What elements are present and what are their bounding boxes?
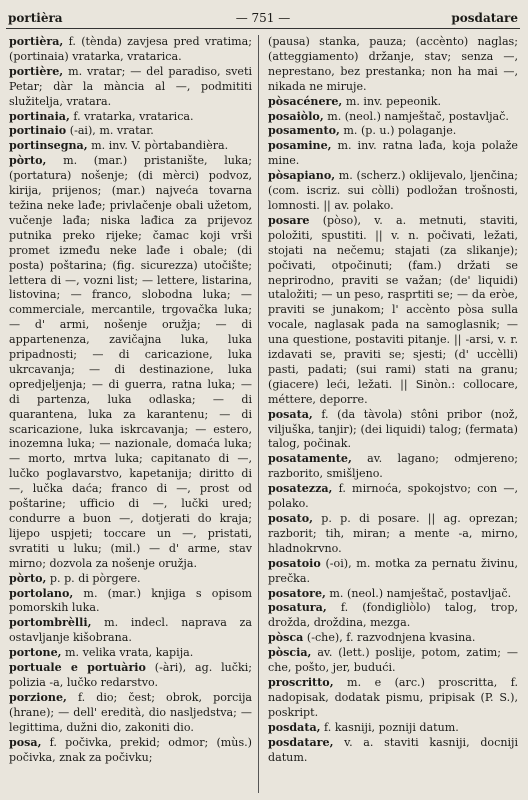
entry-definition: av. lagano; odmjereno; razborito, smišljeno. — [268, 452, 518, 481]
entry-definition: m. indecl. naprava za ostavljanje kišobrana. — [9, 616, 252, 645]
entry-definition: f. (tènda) zavjesa pred vratima; (portinaia) vratarka, vratarica. — [9, 35, 252, 63]
entry-headword: posamento, — [268, 124, 340, 138]
entry-headword: portinsegna, — [9, 139, 88, 153]
entry-headword: portone, — [9, 646, 62, 660]
dictionary-entry — [9, 661, 252, 691]
entry-headword: posare — [268, 213, 310, 227]
entry-headword: portièra, — [9, 35, 64, 48]
dictionary-entry — [268, 139, 518, 169]
dictionary-entry — [268, 35, 518, 95]
entry-headword: posamine, — [268, 139, 332, 153]
dictionary-entry — [268, 408, 518, 453]
dictionary-entry — [268, 169, 518, 214]
entry-definition: m. (mar.) knjiga s opisom pomorskih luka. — [9, 586, 252, 615]
entry-definition: m. inv. ratna lađa, koja polaže mine. — [268, 139, 518, 168]
page-number: — 751 — — [235, 11, 291, 25]
entry-headword: pòsapiano, — [268, 169, 336, 183]
dictionary-entry — [268, 110, 518, 125]
entry-headword: porzione, — [9, 690, 67, 704]
entry-headword: portolano, — [9, 586, 74, 600]
entry-headword: posato, — [268, 512, 313, 525]
entry-definition: av. (lett.) poslije, potom, zatim; — che, pošto, jer, budući. — [268, 646, 518, 675]
entry-definition: (pausa) stanka, pauza; (accènto) naglas; (atteggiamento) držanje, stav; senza —, neprestano, bez prestanka; non ha mai —, nikada ne miruje. — [268, 35, 518, 93]
entry-headword: pòscia, — [268, 646, 312, 660]
entry-definition: m. (neol.) namještač, postavljač. — [325, 586, 512, 600]
dictionary-entry — [9, 154, 252, 571]
entry-headword: pòsca — [268, 631, 304, 645]
dictionary-entry — [9, 646, 252, 661]
dictionary-entry — [9, 110, 252, 125]
entry-headword: posatoio — [268, 556, 321, 570]
entry-headword: posaiòlo, — [268, 109, 324, 123]
entry-definition: (-àri), ag. lučki; polizia -a, lučko redarstvo. — [9, 661, 252, 689]
entry-headword: posatura, — [268, 601, 327, 615]
entry-definition: m. vratar; — del paradiso, sveti Petar; dàr la mància al —, podmititi služitelja, vratara. — [9, 64, 252, 108]
dictionary-entry — [268, 512, 518, 557]
dictionary-entry — [9, 139, 252, 154]
dictionary-entry — [268, 95, 518, 110]
dictionary-entry — [9, 124, 252, 139]
entry-headword: posata, — [268, 407, 313, 421]
entry-definition: m. inv. V. pòrtabandièra. — [87, 139, 229, 153]
entry-definition: m. velika vrata, kapija. — [61, 646, 194, 660]
dictionary-entry — [268, 631, 518, 646]
entry-definition: f. dio; čest; obrok, porcija (hrane); — dell' eredità, dio nasljedstva; — legittima, dužni dio, zakoniti dio. — [9, 690, 252, 734]
entry-definition: (-che), f. razvodnjena kvasina. — [303, 631, 476, 645]
dictionary-entry — [268, 452, 518, 482]
entry-headword: portuale e portuàrio — [9, 661, 146, 675]
entry-headword: portinaia, — [9, 109, 70, 123]
entry-headword: portombrèlli, — [9, 616, 92, 630]
entry-headword: posdatare, — [268, 735, 334, 749]
column-divider — [258, 35, 259, 793]
entry-definition: (-ai), m. vratar. — [66, 124, 154, 138]
entry-definition: (pòso), v. a. metnuti, staviti, položiti, spustiti. || v. n. počivati, ležati, stojati na nečemu; stajati (za slikanje); počivati, otpočinuti; (fam.) držati se neprirodno, praviti se važan; (de' liquidi) utaložiti; — un peso, rasprtiti se; — da eròe, praviti se junakom; l' accènto pòsa sulla vocale, naglasak pada na samoglasnik; — una questione, postaviti pitanje. || -arsi, v. r. izdavati se, praviti se; sjesti; (d' uccèlli) pasti, padati; (sui rami) stati na granu; (giacere) leći, ležati. || Sinòn.: collocare, méttere, deporre. — [268, 213, 518, 406]
dictionary-entry — [268, 646, 518, 676]
entry-headword: pòrto, — [9, 571, 47, 585]
dictionary-entry — [268, 557, 518, 587]
entry-definition: f. mirnoća, spokojstvo; con —, polako. — [268, 482, 518, 511]
entry-headword: posatamente, — [268, 452, 352, 466]
entry-definition: v. a. staviti kasniji, docniji datum. — [268, 735, 518, 764]
dictionary-entry — [268, 214, 518, 408]
entry-headword: posa, — [9, 735, 42, 749]
dictionary-entry — [9, 65, 252, 110]
dictionary-entry — [268, 482, 518, 512]
entry-headword: portière, — [9, 64, 64, 78]
entry-definition: p. p. di pòrgere. — [46, 571, 141, 585]
dictionary-entry — [268, 587, 518, 602]
dictionary-entry — [268, 676, 518, 721]
entry-headword: portinaio — [9, 124, 67, 138]
entry-definition: m. (p. u.) polaganje. — [339, 124, 457, 138]
entry-definition: f. kasniji, pozniji datum. — [320, 720, 459, 734]
entry-headword: pòsacénere, — [268, 94, 343, 108]
dictionary-entry — [268, 736, 518, 766]
entry-definition: f. (da tàvola) stôni pribor (nož, viljuška, tanjir); (dei liquidi) talog; (fermata) talog, počinak. — [268, 407, 518, 451]
dictionary-entry — [9, 572, 252, 587]
entry-definition: (-oi), m. motka za pernatu živinu, prečka. — [268, 556, 518, 585]
entry-definition: m. (mar.) pristanište, luka; (portatura) nošenje; (di mèrci) podvoz, kirija, prijenos; (mar.) najveća tovarna težina neke lađe; privlačenje obali užetom, vučenje lađa; niska lađica za prijevoz putnika preko rijeke; čamac koji vrši promet između neke lađe i obale; (di posta) poštarina; (fig. sicurezza) utočište; lettera di —, vozni list; — lettere, listarina, listovina; — franco, slobodna luka; — commerciale, mercantile, trgovačka luka; — d' armi, nošenje oružja; — di appartenenza, zavičajna luka, luka pripadnosti; — di caricazione, luka ukrcavanja; — di destinazione, luka opredjeljenja; — di guerra, ratna luka; — di partenza, luka odlaska; — di quarantena, luka za karantenu; — di scaricazione, luka iskrcavanja; — estero, inozemna luka; — nazionale, domaća luka; — morto, mrtva luka; capitanato di —, lučko poglavarstvo, kapetanija; diritto di —, lučka daća; franco di —, prost od poštarine; ufficio di —, lučki ured; condurre a buon —, dotjerati do kraja; lijepo uspjeti; toccare un —, pristati, svratiti u luku; (mil.) — d' arme, stav mirno; dozvola za nošenje oružja. — [9, 154, 252, 570]
left-column — [9, 35, 252, 793]
entry-headword: proscritto, — [268, 675, 334, 689]
entry-headword: posatezza, — [268, 482, 333, 496]
entry-headword: pòrto, — [9, 154, 47, 168]
dictionary-entry — [9, 616, 252, 646]
entry-headword: posatore, — [268, 586, 326, 600]
entry-definition: f. počivka, prekid; odmor; (mùs.) počivka, znak za počivku; — [9, 735, 252, 764]
dictionary-entry — [268, 601, 518, 631]
dictionary-entry — [268, 124, 518, 139]
entry-definition: m. (scherz.) oklijevalo, ljenčina; (com. iscriz. sui còlli) podložan trošnosti, lomnosti. || av. polako. — [268, 169, 518, 212]
entry-definition: p. p. di posare. || ag. oprezan; razborit; tih, miran; a mente -a, mirno, hladnokrvno. — [268, 512, 518, 555]
dictionary-entry — [9, 691, 252, 736]
entry-definition: m. (neol.) namještač, postavljač. — [323, 109, 509, 123]
entry-definition: m. inv. pepeonik. — [342, 94, 442, 108]
entry-headword: posdata, — [268, 720, 321, 734]
entry-definition: m. e (arc.) proscritta, f. nadopisak, dodatak pismu, pripisak (P. S.), poskript. — [268, 675, 518, 719]
dictionary-entry — [9, 736, 252, 766]
right-guide-word: posdatare — [451, 11, 518, 25]
dictionary-entry — [9, 35, 252, 65]
entry-definition: f. vratarka, vratarica. — [69, 109, 194, 123]
left-guide-word: portièra — [8, 11, 63, 25]
dictionary-entry — [268, 721, 518, 736]
page-header — [6, 10, 520, 29]
right-column — [268, 35, 518, 793]
entry-definition: f. (fondigliòlo) talog, trop, drožda, droždina, mezga. — [268, 601, 518, 630]
dictionary-entry — [9, 587, 252, 617]
